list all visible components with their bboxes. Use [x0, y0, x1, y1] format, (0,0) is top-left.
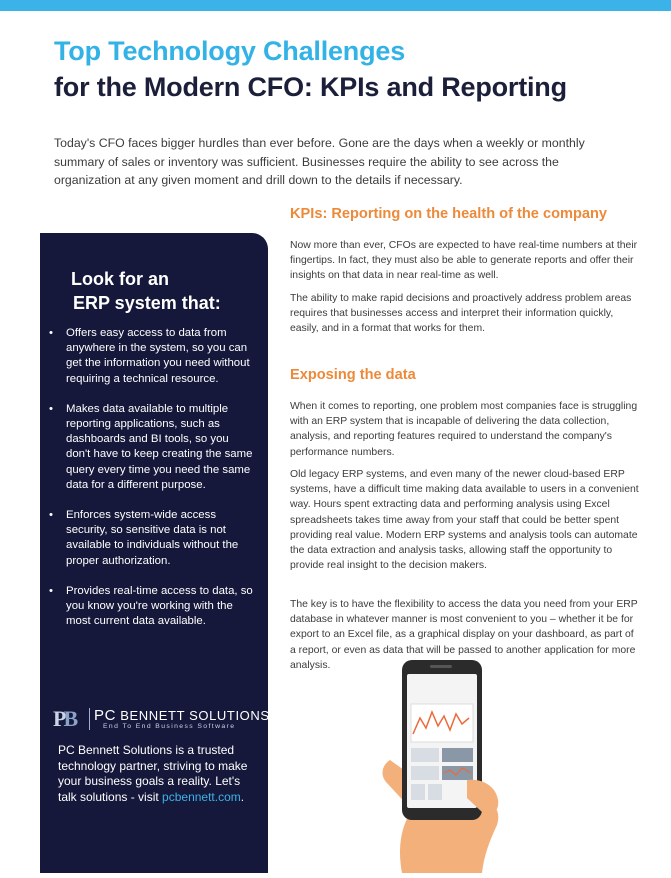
exposing-paragraph-1: When it comes to reporting, one problem most companies face is struggling with an ERP system that is incapable of delivering the data collection, analysis, and reporting features required to understand the company's performance numbers.	[290, 401, 638, 458]
list-item-text: Makes data available to multiple reporting applications, such as dashboards and BI tools, so you don't have to keep creating the same query every time you need the same data for a different purpose.	[66, 402, 253, 491]
sidebar-list	[40, 326, 268, 644]
exposing-paragraph-3: The key is to have the flexibility to access the data you need from your ERP database in whatever manner is most convenient to you – whether it be for export to an Excel file, as a graphical display on your dashboard, as part of a report, or even as data that will be passed to another application for more analysis.	[290, 599, 638, 671]
section-heading-kpis: KPIs: Reporting on the health of the company	[290, 206, 608, 222]
list-item	[40, 402, 268, 493]
page-title-line2: for the Modern CFO: KPIs and Reporting	[54, 72, 567, 102]
list-item-text: Enforces system-wide access security, so sensitive data is not available to individuals without the proper authorization.	[66, 509, 239, 567]
kpis-paragraph-2: The ability to make rapid decisions and proactively address problem areas requires that businesses access and interpret their information quickly, easily, and in a format that works for them.	[290, 293, 632, 335]
bullet-icon: •	[49, 402, 53, 415]
logo-monogram-icon: PB	[53, 706, 76, 731]
logo-divider	[89, 708, 90, 730]
list-item	[40, 508, 268, 569]
top-accent-bar	[0, 0, 671, 11]
list-item	[40, 326, 268, 387]
page-title-line1: Top Technology Challenges	[54, 36, 406, 66]
kpis-paragraph-1: Now more than ever, CFOs are expected to have real-time numbers at their fingertips. In fact, they must also be able to generate reports and offer their insights on that data in near real-time as well.	[290, 240, 638, 282]
list-item	[40, 584, 268, 630]
intro-paragraph: Today's CFO faces bigger hurdles than ever before. Gone are the days when a weekly or monthly summary of sales or inventory was sufficient. Businesses require the ability to see across the organization at any given moment and drill down to the details if necessary.	[54, 136, 585, 188]
list-item-text: Provides real-time access to data, so you know you're working with the most current data available.	[66, 584, 253, 628]
phone-illustration	[372, 660, 522, 873]
bullet-icon: •	[49, 327, 53, 339]
sidebar-footer-text: PC Bennett Solutions is a trusted technology partner, striving to make your business goals a reality. Let's talk solutions - visit pcbennett.com.	[58, 743, 248, 804]
hand-holding-phone-icon	[372, 660, 522, 873]
bullet-icon: •	[49, 584, 53, 597]
logo-wordmark: PC BENNETT SOLUTIONS	[94, 707, 270, 724]
sidebar-heading-line1: Look for an	[71, 269, 169, 289]
section-heading-exposing: Exposing the data	[290, 367, 416, 383]
list-item-text: Offers easy access to data from anywhere in the system, so you can get the information you need without requiring a technical resource.	[66, 327, 250, 385]
logo-tagline: End To End Business Software	[103, 723, 236, 730]
website-link[interactable]: pcbennett.com	[162, 789, 241, 804]
bullet-icon: •	[49, 509, 53, 522]
sidebar-panel	[40, 233, 268, 873]
sidebar-heading	[71, 267, 221, 315]
sidebar-heading-line2: ERP system that:	[73, 293, 221, 313]
company-logo	[53, 706, 270, 732]
exposing-paragraph-2: Old legacy ERP systems, and even many of the newer cloud-based ERP systems, have a difficult time making data available to users in a convenient way. Hours spent extracting data and performing analysis using Excel spreadsheets takes time away from your staff that could be better spent providing real value. Modern ERP systems and analysis tools can automate the data extraction and analysis tasks, allowing staff the opportunity to provide real insight to the decision makers.	[290, 469, 639, 572]
